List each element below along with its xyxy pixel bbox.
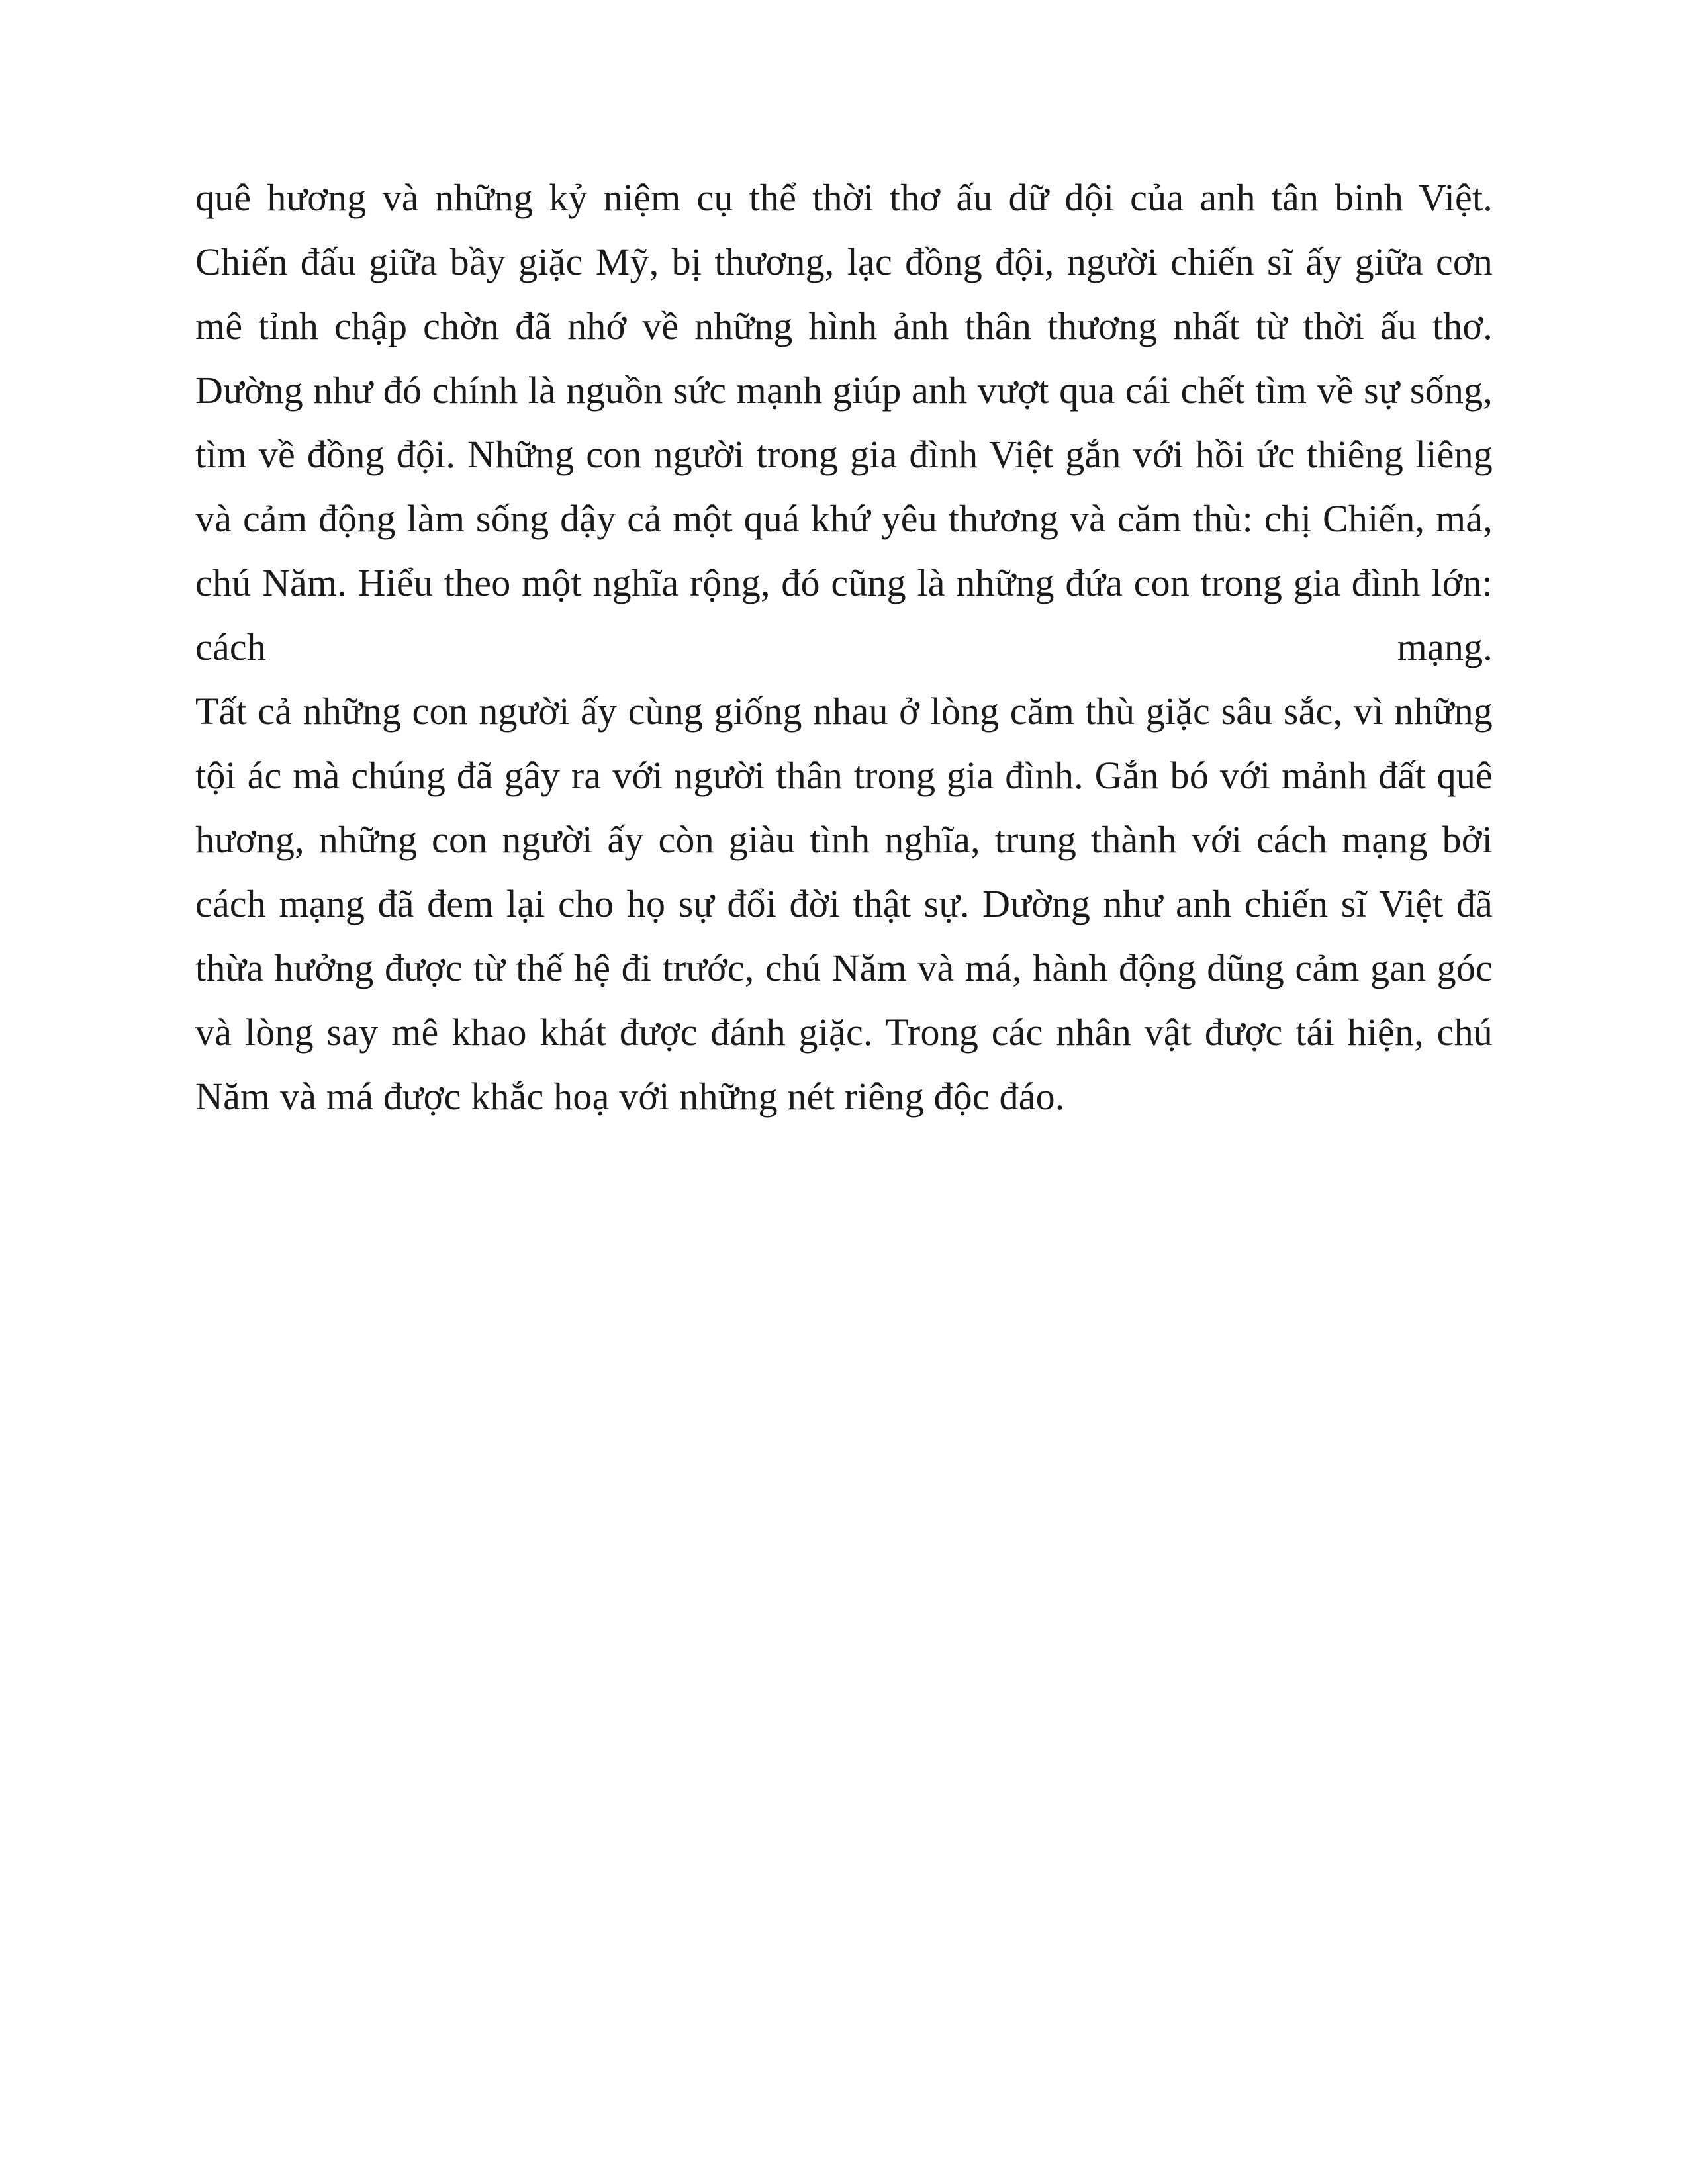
text-line: tìm về đồng đội. Những con người trong gia đình Việt gắn với hồi ức thiêng liêng: [195, 433, 1493, 476]
text-line: và lòng say mê khao khát được đánh giặc. Trong các nhân vật được tái hiện, chú: [195, 1011, 1493, 1054]
text-line: Chiến đấu giữa bầy giặc Mỹ, bị thương, lạc đồng đội, người chiến sĩ ấy giữa cơn: [195, 240, 1493, 283]
text-line: cách mạng.: [195, 625, 1493, 668]
text-line: cách mạng đã đem lại cho họ sự đổi đời thật sự. Dường như anh chiến sĩ Việt đã: [195, 882, 1493, 925]
text-line: mê tỉnh chập chờn đã nhớ về những hình ảnh thân thương nhất từ thời ấu thơ.: [195, 304, 1493, 347]
text-line: Dường như đó chính là nguồn sức mạnh giúp anh vượt qua cái chết tìm về sự sống,: [195, 369, 1493, 412]
text-line: hương, những con người ấy còn giàu tình nghĩa, trung thành với cách mạng bởi: [195, 818, 1493, 861]
paragraph: [195, 679, 1493, 1128]
text-line: chú Năm. Hiểu theo một nghĩa rộng, đó cũng là những đứa con trong gia đình lớn:: [195, 561, 1493, 604]
text-line: Năm và má được khắc hoạ với những nét riêng độc đáo.: [195, 1075, 1065, 1118]
text-line: tội ác mà chúng đã gây ra với người thân trong gia đình. Gắn bó với mảnh đất quê: [195, 754, 1493, 797]
text-line: Tất cả những con người ấy cùng giống nhau ở lòng căm thù giặc sâu sắc, vì những: [195, 690, 1493, 733]
text-line: quê hương và những kỷ niệm cụ thể thời thơ ấu dữ dội của anh tân binh Việt.: [195, 176, 1493, 219]
text-line: và cảm động làm sống dậy cả một quá khứ yêu thương và căm thù: chị Chiến, má,: [195, 497, 1493, 540]
text-line: thừa hưởng được từ thế hệ đi trước, chú Năm và má, hành động dũng cảm gan góc: [195, 946, 1493, 989]
paragraph: [195, 165, 1493, 679]
text-block: [195, 165, 1493, 1128]
